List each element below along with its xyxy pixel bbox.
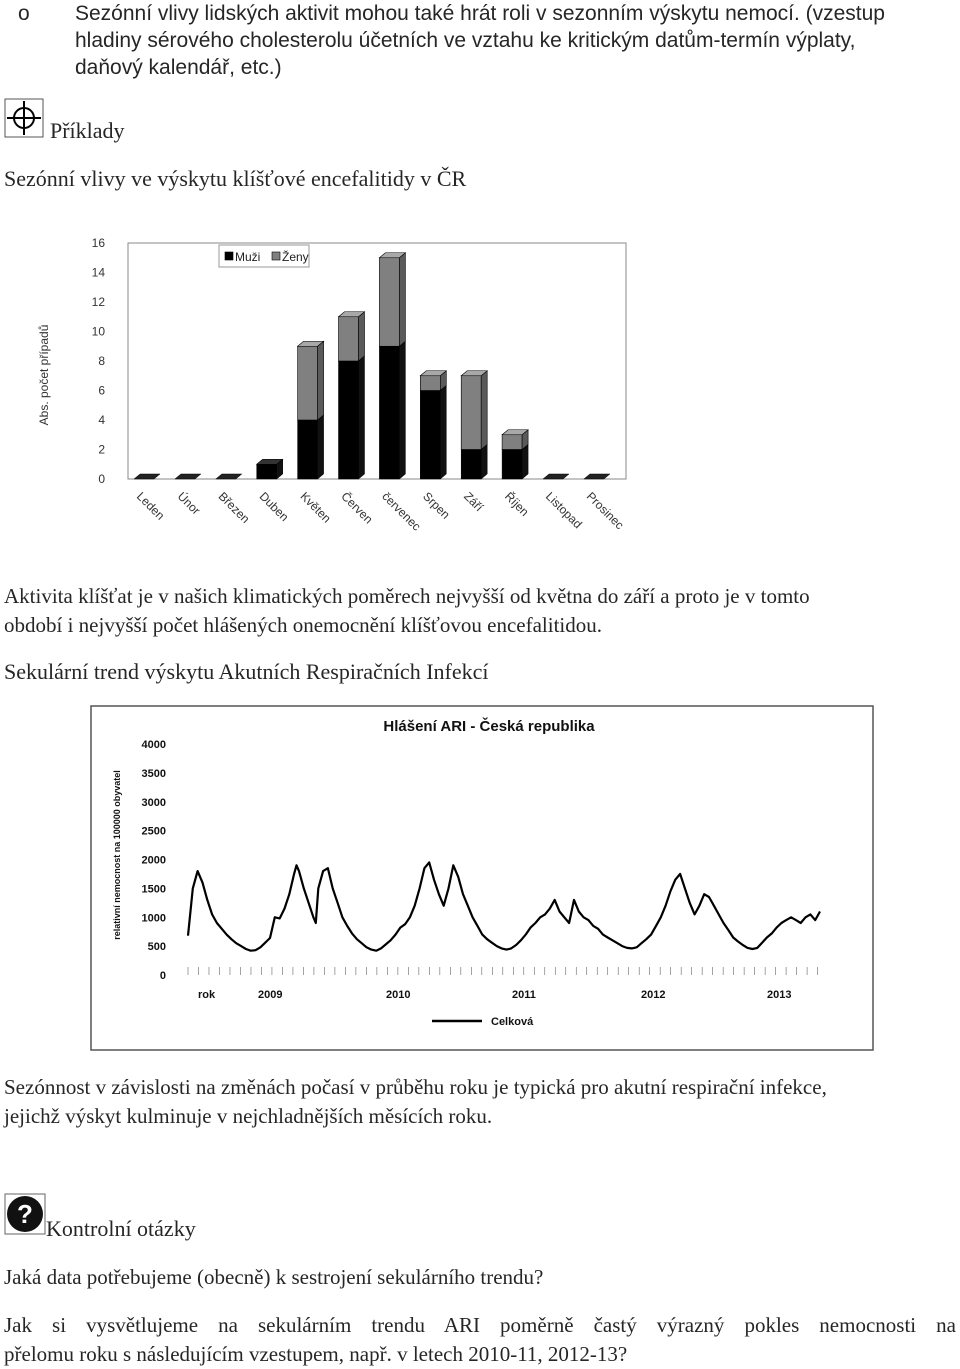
svg-text:?: ? xyxy=(17,1199,33,1229)
x-tick-label: Říjen xyxy=(501,489,532,519)
y-tick-label: 1500 xyxy=(141,883,166,896)
paragraph-tick-activity-line-2: období i nejvyšší počet hlášených onemocnění klíšťovou encefalitidou. xyxy=(4,613,603,637)
section1-title: Sezónní vlivy ve výskytu klíšťové encefalitidy v ČR xyxy=(4,166,467,191)
legend-swatch xyxy=(225,252,233,260)
y-tick-label: 10 xyxy=(91,324,105,339)
intro-line-1: Sezónní vlivy lidských aktivit mohou také hrát roli v sezonním výskytu nemocí. (vzestup xyxy=(75,2,885,25)
section2-title: Sekulární trend výskytu Akutních Respiračních Infekcí xyxy=(4,659,489,684)
y-tick-label: 0 xyxy=(98,472,105,486)
intro-paragraph xyxy=(75,0,955,81)
plot-frame xyxy=(128,243,626,479)
y-tick-label: 8 xyxy=(98,354,105,368)
y-tick-label: 0 xyxy=(159,970,166,982)
y-tick-label: 3500 xyxy=(141,767,166,780)
y-tick-label: 2500 xyxy=(141,825,166,838)
x-tick-label: Září xyxy=(461,489,487,515)
legend-label: Muži xyxy=(235,250,261,264)
y-tick-label: 6 xyxy=(98,383,105,398)
y-tick-label: 3000 xyxy=(141,796,166,809)
intro-line-2: hladiny sérového cholesterolu účetních ve vztahu ke kritickým datům-termín výplaty, xyxy=(75,29,856,52)
bar-women-side xyxy=(359,312,365,361)
question-1: Jaká data potřebujeme (obecně) k sestrojení sekulárního trendu? xyxy=(4,1265,544,1289)
paragraph-ari-line-1: Sezónnost v závislosti na změnách počasí v průběhu roku je typická pro akutní respirační infekce, xyxy=(4,1075,827,1099)
crosshair-icon xyxy=(4,98,44,138)
x-tick-label: 2012 xyxy=(641,989,666,1001)
legend-label: Ženy xyxy=(282,250,309,264)
question-icon xyxy=(4,1193,46,1235)
y-axis-label: Abs. počet případů xyxy=(37,324,51,426)
x-axis-ticks xyxy=(188,967,818,975)
x-tick-label: rok xyxy=(198,989,216,1001)
bar-women-side xyxy=(318,341,324,420)
x-tick-label: Březen xyxy=(215,489,253,527)
bar-women xyxy=(461,376,481,450)
bar-women-side xyxy=(399,253,405,347)
x-tick-label: Prosinec xyxy=(583,489,627,533)
bar-men xyxy=(461,450,481,480)
bar-women xyxy=(420,376,440,391)
bar-men xyxy=(257,464,277,479)
x-tick-label: Duben xyxy=(256,489,292,525)
y-tick-label: 4 xyxy=(98,413,105,427)
bar-men-side xyxy=(318,415,324,479)
question-2-line-1: Jak si vysvětlujeme na sekulárním trendu ARI poměrně častý výrazný pokles nemocnosti na xyxy=(4,1313,956,1337)
paragraph-ari-seasonality xyxy=(4,1073,956,1131)
bar-men xyxy=(339,361,359,479)
paragraph-ari-line-2: jejichž výskyt kulminuje v nejchladnějších měsících roku. xyxy=(4,1104,493,1128)
y-tick-label: 1000 xyxy=(141,912,166,925)
bar-men xyxy=(502,450,522,480)
paragraph-tick-activity-line-1: Aktivita klíšťat je v našich klimatických poměrech nejvyšší od května do září a proto je v tomto xyxy=(4,584,810,608)
y-tick-label: 2 xyxy=(98,442,105,457)
x-tick-label: Leden xyxy=(133,489,168,523)
bullet-marker: o xyxy=(18,2,30,25)
question-2 xyxy=(4,1311,956,1369)
bar-women xyxy=(502,435,522,450)
questions-heading: Kontrolní otázky xyxy=(46,1216,196,1241)
y-tick-label: 4000 xyxy=(141,739,166,751)
examples-heading: Příklady xyxy=(50,118,125,143)
bar-women-side xyxy=(481,371,487,450)
bar-men-side xyxy=(399,341,405,479)
x-tick-label: 2013 xyxy=(767,989,792,1001)
paragraph-tick-activity xyxy=(4,582,956,640)
bar-men xyxy=(298,420,318,479)
x-tick-label: 2011 xyxy=(512,989,536,1001)
chart-title: Hlášení ARI - Česká republika xyxy=(383,718,595,735)
tick-encephalitis-chart xyxy=(30,235,640,545)
bar-women xyxy=(379,258,399,347)
legend-swatch xyxy=(272,252,280,260)
x-tick-label: červenec xyxy=(379,489,424,534)
bar-men-side xyxy=(440,386,446,480)
ari-trend-chart xyxy=(90,705,874,1051)
y-axis-label: relativní nemocnost na 100000 obyvatel xyxy=(112,770,122,940)
bar-men-side xyxy=(359,356,365,479)
x-tick-label: Červen xyxy=(338,489,376,527)
x-tick-label: Listopad xyxy=(542,489,585,532)
x-tick-label: Květen xyxy=(297,489,334,526)
y-tick-label: 14 xyxy=(91,265,105,280)
legend xyxy=(219,245,309,267)
x-tick-label: Únor xyxy=(174,489,204,518)
x-tick-label: 2010 xyxy=(386,989,411,1001)
bar-women xyxy=(339,317,359,361)
bar-men-side xyxy=(481,445,487,480)
y-tick-label: 500 xyxy=(147,941,166,954)
y-tick-label: 12 xyxy=(91,295,105,309)
bar-women xyxy=(298,346,318,420)
bar-men xyxy=(379,346,399,479)
intro-line-3: daňový kalendář, etc.) xyxy=(75,56,282,79)
legend-label: Celková xyxy=(491,1016,534,1028)
y-tick-label: 2000 xyxy=(141,854,166,867)
bar-men xyxy=(420,391,440,480)
x-tick-label: 2009 xyxy=(258,989,283,1001)
question-2-line-2: přelomu roku s následujícím vzestupem, např. v letech 2010-11, 2012-13? xyxy=(4,1342,628,1366)
y-tick-label: 16 xyxy=(91,236,105,250)
bar-men-side xyxy=(522,445,528,480)
x-tick-label: Srpen xyxy=(420,489,453,522)
